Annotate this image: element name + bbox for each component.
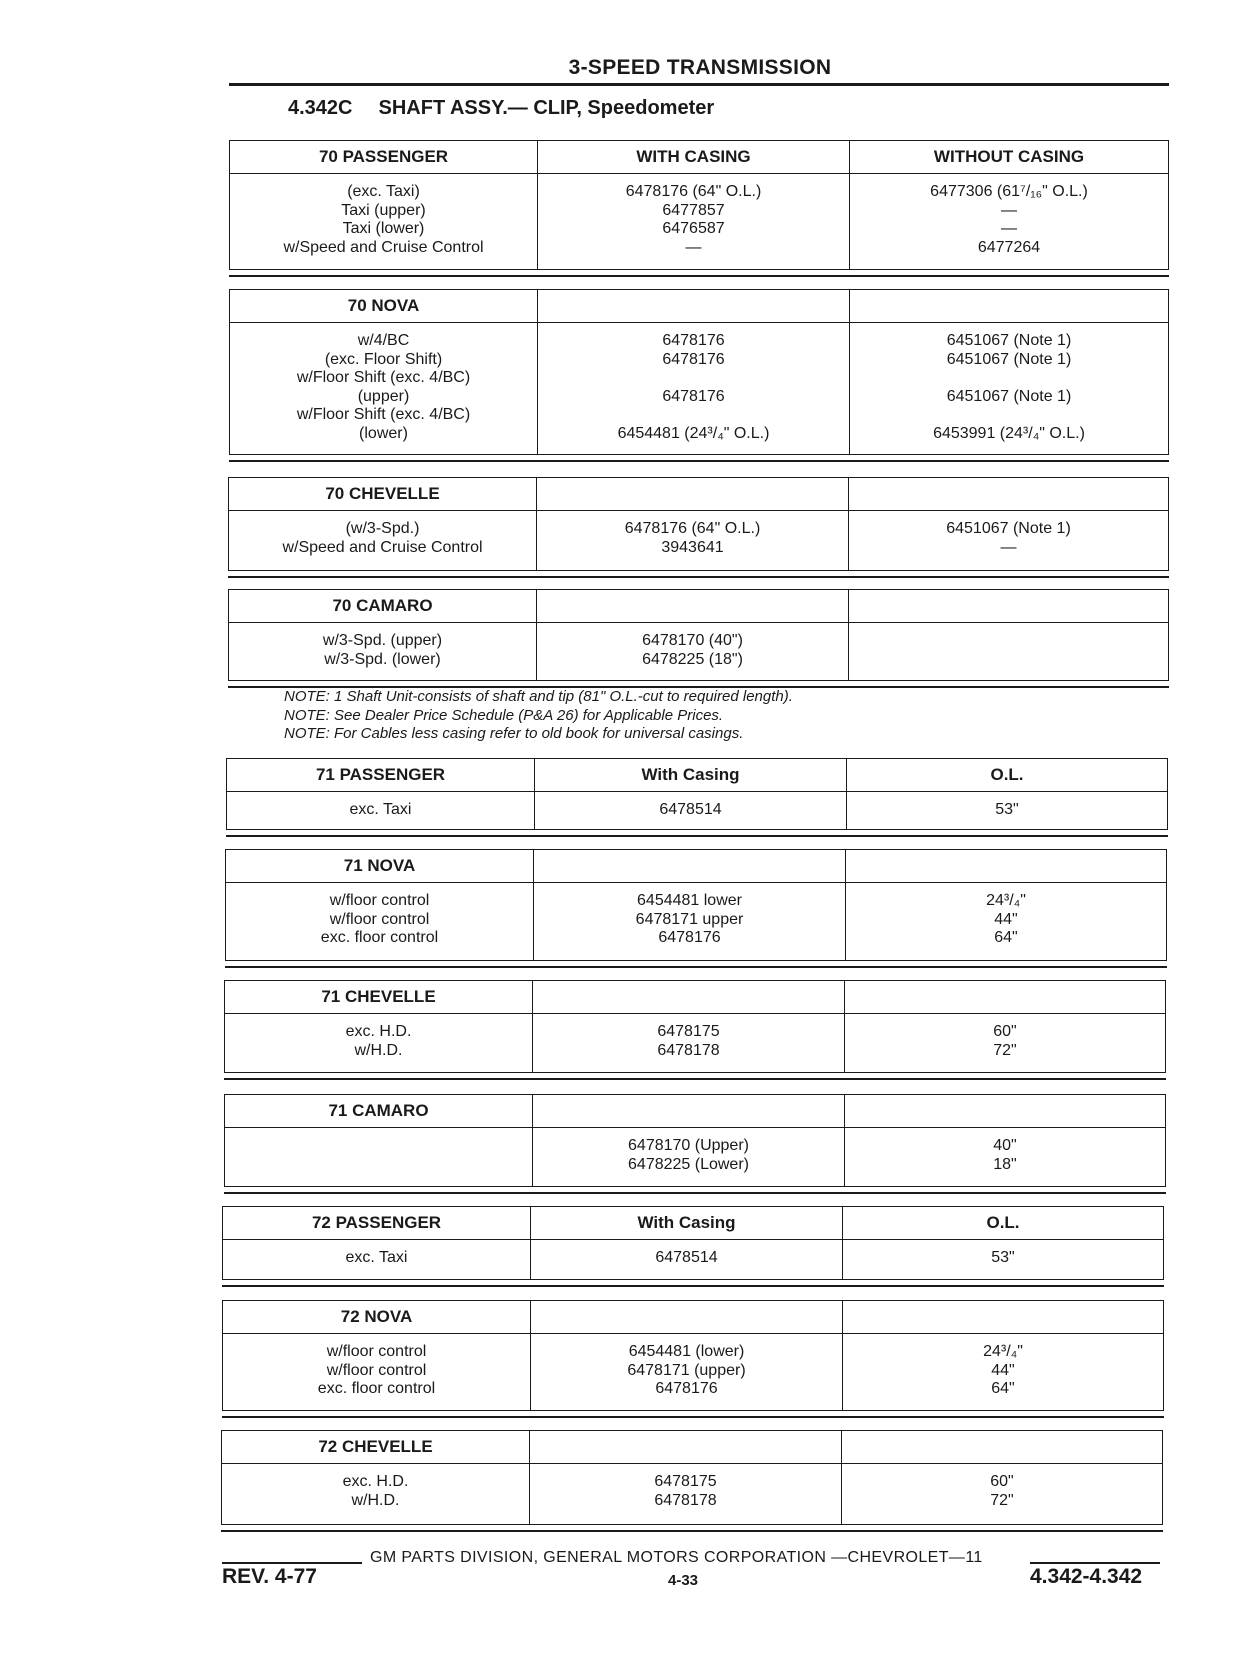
header-model: 70 CHEVELLE — [229, 478, 537, 510]
header-col2 — [537, 478, 849, 510]
header-model: 70 CAMARO — [229, 590, 537, 622]
table-row — [230, 323, 1168, 454]
header-model: 71 CAMARO — [225, 1095, 533, 1127]
table-header-row — [226, 850, 1166, 883]
cell-part-number: 6478514 — [531, 1240, 843, 1279]
footer-publisher: GM PARTS DIVISION, GENERAL MOTORS CORPORATION —CHEVROLET—11 — [370, 1549, 983, 1566]
table-block-71-camaro — [224, 1094, 1166, 1187]
table-header-row — [229, 478, 1168, 511]
cell-part-number: 6478175 6478178 — [530, 1464, 842, 1524]
cell-application: (w/3-Spd.) w/Speed and Cruise Control — [229, 511, 537, 570]
section-number: 4.342C — [288, 97, 353, 119]
cell-overall-length: 60" 72" — [990, 1473, 1014, 1509]
header-col2 — [531, 1301, 843, 1333]
header-col3 — [846, 850, 1166, 882]
cell-part-number: 6478170 (40") 6478225 (18") — [537, 623, 849, 680]
table-header-row — [230, 141, 1168, 174]
table-block-71-passenger — [226, 758, 1168, 830]
header-col3 — [849, 590, 1168, 622]
cell-application: (exc. Taxi) Taxi (upper) Taxi (lower) w/Speed and Cruise Control — [230, 174, 538, 269]
header-col2: With Casing — [535, 759, 847, 791]
cell-part-number: 6454481 (lower) 6478171 (upper) 6478176 — [531, 1334, 843, 1410]
header-col2: WITH CASING — [538, 141, 850, 173]
header-col3: O.L. — [990, 765, 1024, 784]
header-col3 — [842, 1431, 1162, 1463]
cell-application: exc. H.D. w/H.D. — [222, 1464, 530, 1524]
footer-revision: REV. 4-77 — [222, 1565, 317, 1588]
header-col3: O.L. — [986, 1213, 1020, 1232]
note-line: NOTE: 1 Shaft Unit-consists of shaft and tip (81" O.L.-cut to required length). — [284, 688, 793, 705]
table-row — [230, 174, 1168, 269]
table-row — [226, 883, 1166, 960]
cell-part-number-alt: 6451067 (Note 1) 6451067 (Note 1) 6451067 (Note 1) 6453991 (24³/₄" O.L.) — [933, 332, 1085, 442]
table-row — [223, 1334, 1163, 1410]
cell-part-number: 6478176 (64" O.L.) 3943641 — [537, 511, 849, 570]
cell-application: exc. Taxi — [223, 1240, 531, 1279]
table-header-row — [223, 1207, 1163, 1240]
header-model: 71 NOVA — [226, 850, 534, 882]
cell-overall-length: 60" 72" — [993, 1023, 1017, 1059]
cell-application: exc. H.D. w/H.D. — [225, 1014, 533, 1072]
footer-rule — [222, 1562, 362, 1564]
cell-application: w/floor control w/floor control exc. floor control — [223, 1334, 531, 1410]
table-block-70-camaro — [228, 589, 1169, 681]
table-row — [229, 511, 1168, 570]
header-col3 — [843, 1301, 1163, 1333]
header-col2 — [534, 850, 846, 882]
cell-part-number: 6478176 6478176 6478176 6454481 (24³/₄" O.L.) — [538, 323, 850, 454]
cell-part-number-alt: 6451067 (Note 1) — — [946, 520, 1071, 556]
table-block-71-chevelle — [224, 980, 1166, 1073]
cell-part-number-alt — [849, 623, 1168, 680]
table-row — [229, 623, 1168, 680]
header-model: 72 NOVA — [223, 1301, 531, 1333]
table-row — [225, 1128, 1165, 1186]
title-rule — [229, 83, 1169, 86]
cell-part-number: 6478175 6478178 — [533, 1014, 845, 1072]
header-model: 70 NOVA — [230, 290, 538, 322]
table-block-70-chevelle — [228, 477, 1169, 571]
cell-part-number: 6478514 — [535, 792, 847, 829]
cell-part-number: 6478176 (64" O.L.) 6477857 6476587 — — [538, 174, 850, 269]
header-col2: With Casing — [531, 1207, 843, 1239]
cell-part-number-alt: 6477306 (61⁷/₁₆" O.L.) — — 6477264 — [930, 183, 1088, 256]
table-header-row — [223, 1301, 1163, 1334]
cell-overall-length: 40" 18" — [993, 1137, 1017, 1173]
cell-application — [225, 1128, 533, 1186]
header-model: 71 CHEVELLE — [225, 981, 533, 1013]
header-col2 — [538, 290, 850, 322]
page-title: 3-SPEED TRANSMISSION — [568, 56, 832, 79]
cell-application: w/4/BC (exc. Floor Shift) w/Floor Shift (exc. 4/BC) (upper) w/Floor Shift (exc. 4/BC) (lower) — [230, 323, 538, 454]
table-header-row — [225, 981, 1165, 1014]
cell-part-number: 6454481 lower 6478171 upper 6478176 — [534, 883, 846, 960]
cell-overall-length: 53" — [995, 801, 1019, 818]
table-block-72-passenger — [222, 1206, 1164, 1280]
table-block-70-nova — [229, 289, 1169, 455]
table-block-70-passenger — [229, 140, 1169, 270]
header-model: 72 PASSENGER — [223, 1207, 531, 1239]
note-line: NOTE: See Dealer Price Schedule (P&A 26) for Applicable Prices. — [284, 706, 724, 724]
cell-overall-length: 24³/₄" 44" 64" — [986, 892, 1026, 946]
table-row — [227, 792, 1167, 829]
cell-part-number: 6478170 (Upper) 6478225 (Lower) — [533, 1128, 845, 1186]
cell-overall-length: 53" — [991, 1249, 1015, 1266]
table-block-72-nova — [222, 1300, 1164, 1411]
header-col2 — [533, 1095, 845, 1127]
header-col3 — [850, 290, 1168, 322]
table-row — [222, 1464, 1162, 1524]
table-header-row — [222, 1431, 1162, 1464]
cell-overall-length: 24³/₄" 44" 64" — [983, 1343, 1023, 1397]
header-col3 — [845, 1095, 1165, 1127]
header-col3: WITHOUT CASING — [933, 147, 1085, 166]
cell-application: exc. Taxi — [227, 792, 535, 829]
section-heading — [288, 97, 714, 120]
section-title: SHAFT ASSY.— CLIP, Speedometer — [378, 97, 715, 119]
cell-application: w/3-Spd. (upper) w/3-Spd. (lower) — [229, 623, 537, 680]
footer-reference: 4.342-4.342 — [1030, 1565, 1143, 1588]
note-line: NOTE: For Cables less casing refer to old book for universal casings. — [284, 725, 744, 742]
header-model: 71 PASSENGER — [227, 759, 535, 791]
header-model: 72 CHEVELLE — [222, 1431, 530, 1463]
table-header-row — [225, 1095, 1165, 1128]
table-header-row — [229, 590, 1168, 623]
header-col2 — [537, 590, 849, 622]
table-row — [225, 1014, 1165, 1072]
table-row — [223, 1240, 1163, 1279]
table-header-row — [230, 290, 1168, 323]
header-col2 — [530, 1431, 842, 1463]
table-header-row — [227, 759, 1167, 792]
header-col2 — [533, 981, 845, 1013]
cell-application: w/floor control w/floor control exc. floor control — [226, 883, 534, 960]
header-col3 — [845, 981, 1165, 1013]
header-model: 70 PASSENGER — [230, 141, 538, 173]
notes — [284, 688, 793, 744]
header-col3 — [849, 478, 1168, 510]
footer-page-number: 4-33 — [668, 1572, 699, 1589]
footer-rule — [1030, 1562, 1160, 1564]
table-block-72-chevelle — [221, 1430, 1163, 1525]
table-block-71-nova — [225, 849, 1167, 961]
